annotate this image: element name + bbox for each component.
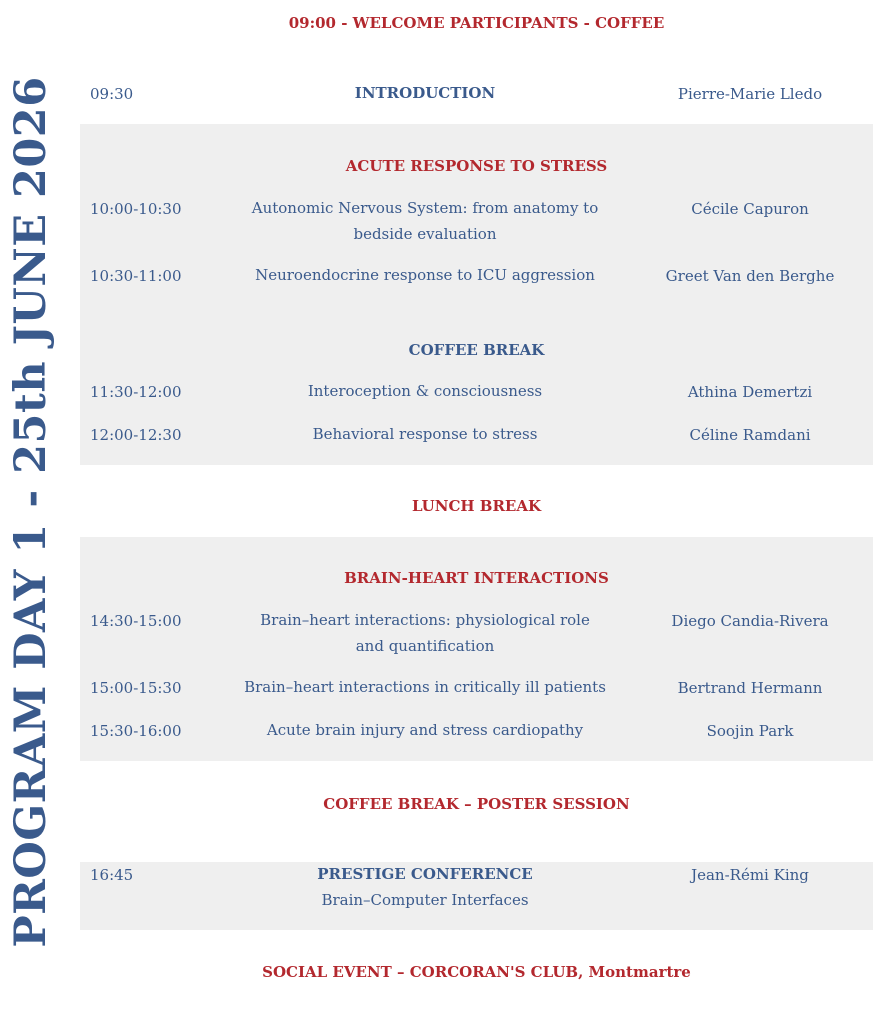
- talk-title-line2: and quantification: [355, 637, 495, 655]
- talk-title-line2: bedside evaluation: [353, 225, 497, 243]
- talk-title: Acute brain injury and stress cardiopathy: [266, 721, 584, 739]
- session1-band: [80, 124, 873, 465]
- session2-heading: BRAIN-HEART INTERACTIONS: [344, 569, 609, 587]
- intro-time: 09:30: [90, 85, 134, 103]
- program-day-title: PROGRAM DAY 1 - 25th JUNE 2026: [6, 76, 56, 948]
- talk-speaker: Cécile Capuron: [691, 200, 809, 218]
- prestige-speaker: Jean-Rémi King: [691, 866, 809, 884]
- program-schedule: [80, 0, 873, 1024]
- welcome-heading: 09:00 - WELCOME PARTICIPANTS - COFFEE: [288, 14, 665, 32]
- prestige-title: PRESTIGE CONFERENCE: [317, 865, 533, 883]
- side-title: [0, 0, 62, 1024]
- social-event-heading: SOCIAL EVENT – CORCORAN'S CLUB, Montmartre: [262, 963, 691, 981]
- talk-title: Neuroendocrine response to ICU aggression: [255, 266, 595, 284]
- talk-speaker: Diego Candia-Rivera: [671, 612, 829, 630]
- coffee-break-heading: COFFEE BREAK: [408, 341, 545, 359]
- talk-time: 10:00-10:30: [90, 200, 182, 218]
- talk-title: Interoception & consciousness: [307, 382, 543, 400]
- talk-time: 15:30-16:00: [90, 722, 182, 740]
- session1-heading: ACUTE RESPONSE TO STRESS: [345, 157, 608, 175]
- talk-speaker: Céline Ramdani: [689, 426, 811, 444]
- poster-session-heading: COFFEE BREAK – POSTER SESSION: [323, 795, 630, 813]
- talk-title: [225, 607, 625, 659]
- talk-speaker: Greet Van den Berghe: [665, 267, 835, 285]
- talk-title-line1: Brain–heart interactions: physiological role: [260, 611, 590, 629]
- talk-time: 14:30-15:00: [90, 612, 182, 630]
- intro-title: INTRODUCTION: [354, 84, 496, 102]
- talk-time: 15:00-15:30: [90, 679, 182, 697]
- talk-title: [225, 195, 625, 247]
- talk-speaker: Athina Demertzi: [687, 383, 813, 401]
- talk-speaker: Bertrand Hermann: [677, 679, 823, 697]
- prestige-subtitle: Brain–Computer Interfaces: [321, 891, 529, 909]
- lunch-heading: LUNCH BREAK: [411, 497, 542, 515]
- talk-title: Brain–heart interactions in critically ill patients: [244, 678, 606, 696]
- talk-time: 11:30-12:00: [90, 383, 182, 401]
- talk-title-line1: Autonomic Nervous System: from anatomy to: [251, 199, 599, 217]
- talk-time: 12:00-12:30: [90, 426, 182, 444]
- talk-title: Behavioral response to stress: [312, 425, 538, 443]
- talk-speaker: Soojin Park: [706, 722, 794, 740]
- prestige-title-block: [225, 861, 625, 913]
- intro-speaker: Pierre-Marie Lledo: [677, 85, 823, 103]
- talk-time: 10:30-11:00: [90, 267, 182, 285]
- prestige-time: 16:45: [90, 866, 134, 884]
